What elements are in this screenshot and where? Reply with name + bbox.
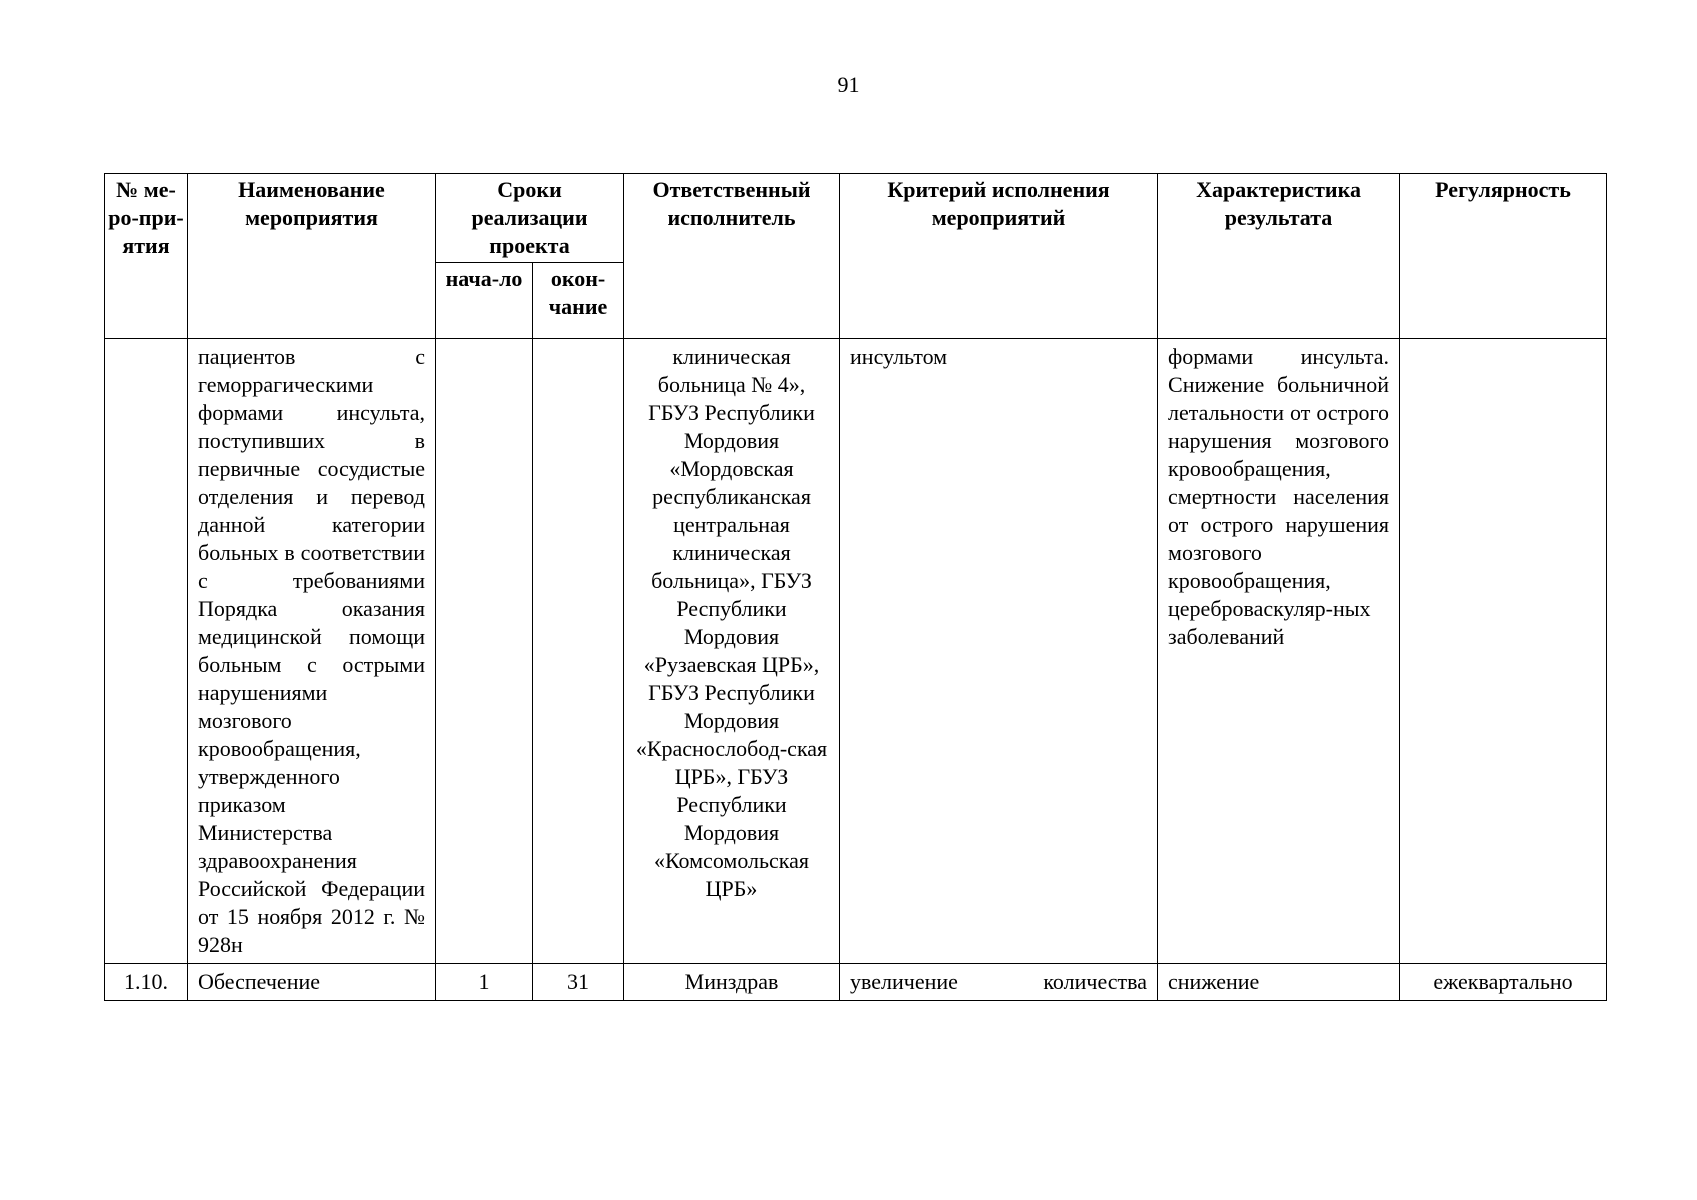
- header-row-1: [105, 174, 1607, 263]
- cell-executor: Минздрав: [624, 964, 840, 1001]
- cell-characteristic: формами инсульта. Снижение больничной летальности от острого нарушения мозгового кровообращения, смертности населения от острого нарушения мозгового кровообращения, цереброваскуляр-ных заболеваний: [1158, 339, 1400, 964]
- cell-regularity: ежеквартально: [1400, 964, 1607, 1001]
- cell-name: пациентов с геморрагическими формами инсульта, поступивших в первичные сосудистые отделения и перевод данной категории больных в соответствии с требованиями Порядка оказания медицинской помощи больным с острыми нарушениями мозгового кровообращения, утвержденного приказом Министерства здравоохранения Российской Федерации от 15 ноября 2012 г. № 928н: [188, 339, 436, 964]
- page-number: 91: [837, 72, 860, 97]
- header-terms: Сроки реализации проекта: [436, 174, 624, 263]
- cell-num: 1.10.: [105, 964, 188, 1001]
- cell-name: Обеспечение: [188, 964, 436, 1001]
- cell-criterion: увеличение количества: [840, 964, 1158, 1001]
- header-end: окон-чание: [533, 263, 624, 339]
- cell-end: [533, 339, 624, 964]
- cell-executor: клиническая больница № 4», ГБУЗ Республики Мордовия «Мордовская республиканская центральная клиническая больница», ГБУЗ Республики Мордовия «Рузаевская ЦРБ», ГБУЗ Республики Мордовия «Краснослобод-ская ЦРБ», ГБУЗ Республики Мордовия «Комсомольская ЦРБ»: [624, 339, 840, 964]
- header-regularity: Регулярность: [1400, 174, 1607, 339]
- header-criterion: Критерий исполнения мероприятий: [840, 174, 1158, 339]
- header-start: нача-ло: [436, 263, 533, 339]
- table-row: [105, 964, 1607, 1001]
- header-characteristic: Характеристика результата: [1158, 174, 1400, 339]
- cell-start: 1: [436, 964, 533, 1001]
- header-num: № ме-ро-при-ятия: [105, 174, 188, 339]
- cell-regularity: [1400, 339, 1607, 964]
- cell-characteristic: снижение: [1158, 964, 1400, 1001]
- cell-end: 31: [533, 964, 624, 1001]
- cell-criterion: инсультом: [840, 339, 1158, 964]
- cell-num: [105, 339, 188, 964]
- measures-table: [104, 173, 1607, 1001]
- header-name: Наименование мероприятия: [188, 174, 436, 339]
- header-executor: Ответственный исполнитель: [624, 174, 840, 339]
- table-row: [105, 339, 1607, 964]
- cell-start: [436, 339, 533, 964]
